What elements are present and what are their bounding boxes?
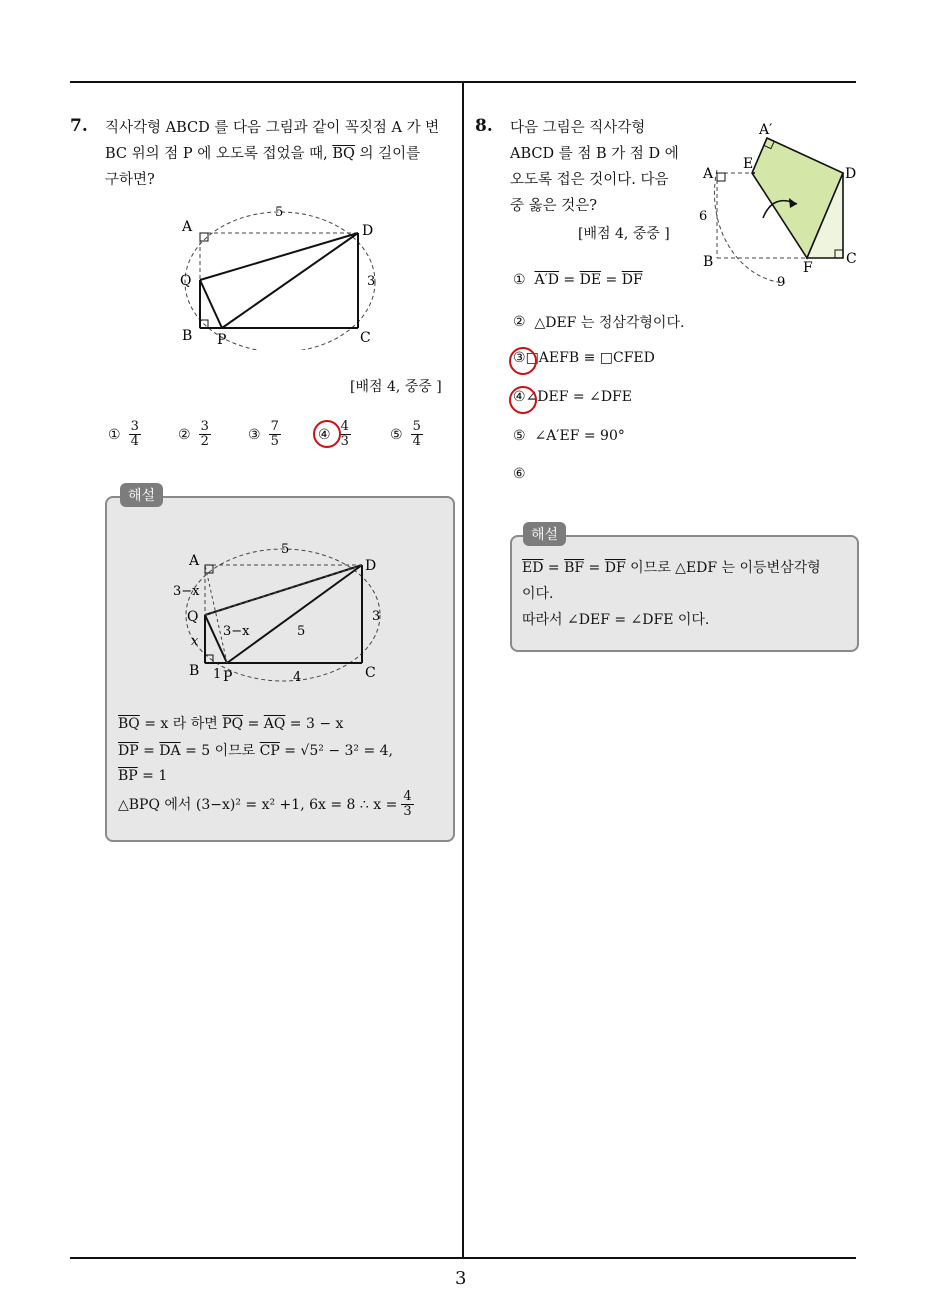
q7e-label-Q: Q	[187, 609, 199, 625]
q7e-label-B: B	[189, 663, 200, 679]
q8-label-B: B	[703, 254, 714, 270]
q8-label-E: E	[743, 156, 754, 172]
q7-expl-line2: $\overline{DP} = \overline{DA} = 5$ 이므로 $\overline{CP} = √5^2 - 3^2 = 4$,	[118, 743, 394, 759]
page-number: 3	[455, 1268, 467, 1289]
q7-label-Q: Q	[180, 273, 192, 289]
q7-label-D: D	[362, 223, 374, 239]
q7e-label-dp: 5	[297, 624, 306, 639]
q7e-label-P: P	[223, 669, 233, 685]
q8-line4: 중 옳은 것은?	[510, 198, 598, 214]
q7e-label-aq: 3−x	[173, 584, 200, 599]
q8-choice-3[interactable]: ③ □AEFB ≡ □CFED	[513, 350, 655, 366]
q7-line3: 구하면?	[105, 172, 155, 188]
q7-choice-1[interactable]: ① $\frac{3}{4}$	[108, 419, 139, 449]
q7e-label-qb: x	[191, 634, 199, 649]
q7-text	[105, 115, 455, 193]
q7-choice-4[interactable]: ④ $\frac{4}{3}$	[318, 419, 349, 449]
q7-label-C: C	[360, 330, 371, 346]
q7-explanation-figure	[165, 535, 395, 685]
q7-label-A: A	[182, 219, 193, 235]
q7e-label-bp: 1	[213, 667, 222, 682]
q7-expl-line4: △BPQ 에서 (3−x)² = x² +1, 6x = 8 ∴ x = $\frac{4}{3}$	[118, 789, 412, 819]
q8-label-A: A	[703, 166, 714, 182]
q7-bq-segment: $\overline{BQ}$	[332, 146, 355, 162]
q8-choice-4[interactable]: ④ ∠DEF = ∠DFE	[513, 389, 632, 405]
q8-figure	[695, 118, 865, 288]
q7e-label-A: A	[189, 553, 200, 569]
q7-label-top: 5	[275, 205, 284, 220]
q7-label-P: P	[217, 332, 227, 348]
column-divider	[462, 83, 464, 1259]
q7e-label-right: 3	[372, 609, 381, 624]
q8-label-F: F	[803, 260, 813, 276]
q7-number: 7.	[70, 116, 88, 136]
q7-points: [배점 4, 중중 ]	[350, 379, 442, 395]
q8-label-Ap: A′	[759, 122, 773, 138]
q7e-label-bottom: 4	[293, 670, 302, 685]
q8-choice-1[interactable]: ① A′D = $\overline{DE}$ = $\overline{DF}$	[513, 272, 643, 288]
q7-expl-line1: $\overline{BQ} = x$ 라 하면 $\overline{PQ} = \overline{AQ} = 3 - x$	[118, 716, 344, 732]
q8-line1: 다음 그림은 직사각형	[510, 120, 646, 136]
q7e-label-D: D	[365, 558, 377, 574]
q7-answer-mark	[313, 420, 341, 448]
q8-choice-5[interactable]: ⑤ ∠A′EF = 90°	[513, 428, 625, 444]
q8-expl-line3: 따라서 ∠DEF = ∠DFE 이다.	[522, 612, 710, 628]
q8-answer-mark-4	[509, 386, 537, 414]
q7-line1: 직사각형 ABCD 를 다음 그림과 같이 꼭짓점 A 가 변	[105, 120, 440, 136]
q8-explanation-box	[510, 535, 859, 652]
q7-explanation-tag: 해설	[120, 483, 163, 507]
q7-choice-5[interactable]: ⑤ $\frac{5}{4}$	[390, 419, 421, 449]
q8-text	[510, 115, 690, 219]
q7-choice-2[interactable]: ② $\frac{3}{2}$	[178, 419, 209, 449]
q7-figure	[170, 200, 390, 350]
q7-label-B: B	[182, 328, 193, 344]
q8-expl-line2: 이다.	[522, 586, 554, 602]
q8-label-D: D	[845, 166, 857, 182]
q8-number: 8.	[475, 116, 493, 136]
q7-label-right: 3	[367, 274, 376, 289]
q7e-label-top: 5	[281, 542, 290, 557]
q8-answer-mark-3	[509, 347, 537, 375]
q7e-label-C: C	[365, 665, 376, 681]
q7-line2: BC 위의 점 P 에 오도록 접었을 때, $\overline{BQ}$ 의 길이를	[105, 146, 421, 162]
q8-line3: 오도록 접은 것이다. 다음	[510, 172, 669, 188]
q8-choice-2[interactable]: ② △DEF 는 정삼각형이다.	[513, 314, 685, 331]
q8-label-left: 6	[699, 209, 708, 224]
q8-line2: ABCD 를 점 B 가 점 D 에	[510, 146, 679, 162]
q7e-label-qp: 3−x	[223, 624, 250, 639]
q7-choice-3[interactable]: ③ $\frac{7}{5}$	[248, 419, 279, 449]
q8-expl-line1: $\overline{ED} = \overline{BF} = \overline{DF}$ 이므로 △EDF 는 이등변삼각형	[522, 560, 821, 576]
q8-choice-6[interactable]: ⑥	[513, 466, 526, 482]
q7-expl-line3: $\overline{BP} = 1$	[118, 768, 168, 784]
bottom-rule	[70, 1257, 856, 1259]
q8-explanation-tag: 해설	[523, 522, 566, 546]
q8-points: [배점 4, 중중 ]	[578, 226, 670, 242]
q8-label-bottom: 9	[777, 275, 786, 288]
q8-label-C: C	[846, 251, 857, 267]
